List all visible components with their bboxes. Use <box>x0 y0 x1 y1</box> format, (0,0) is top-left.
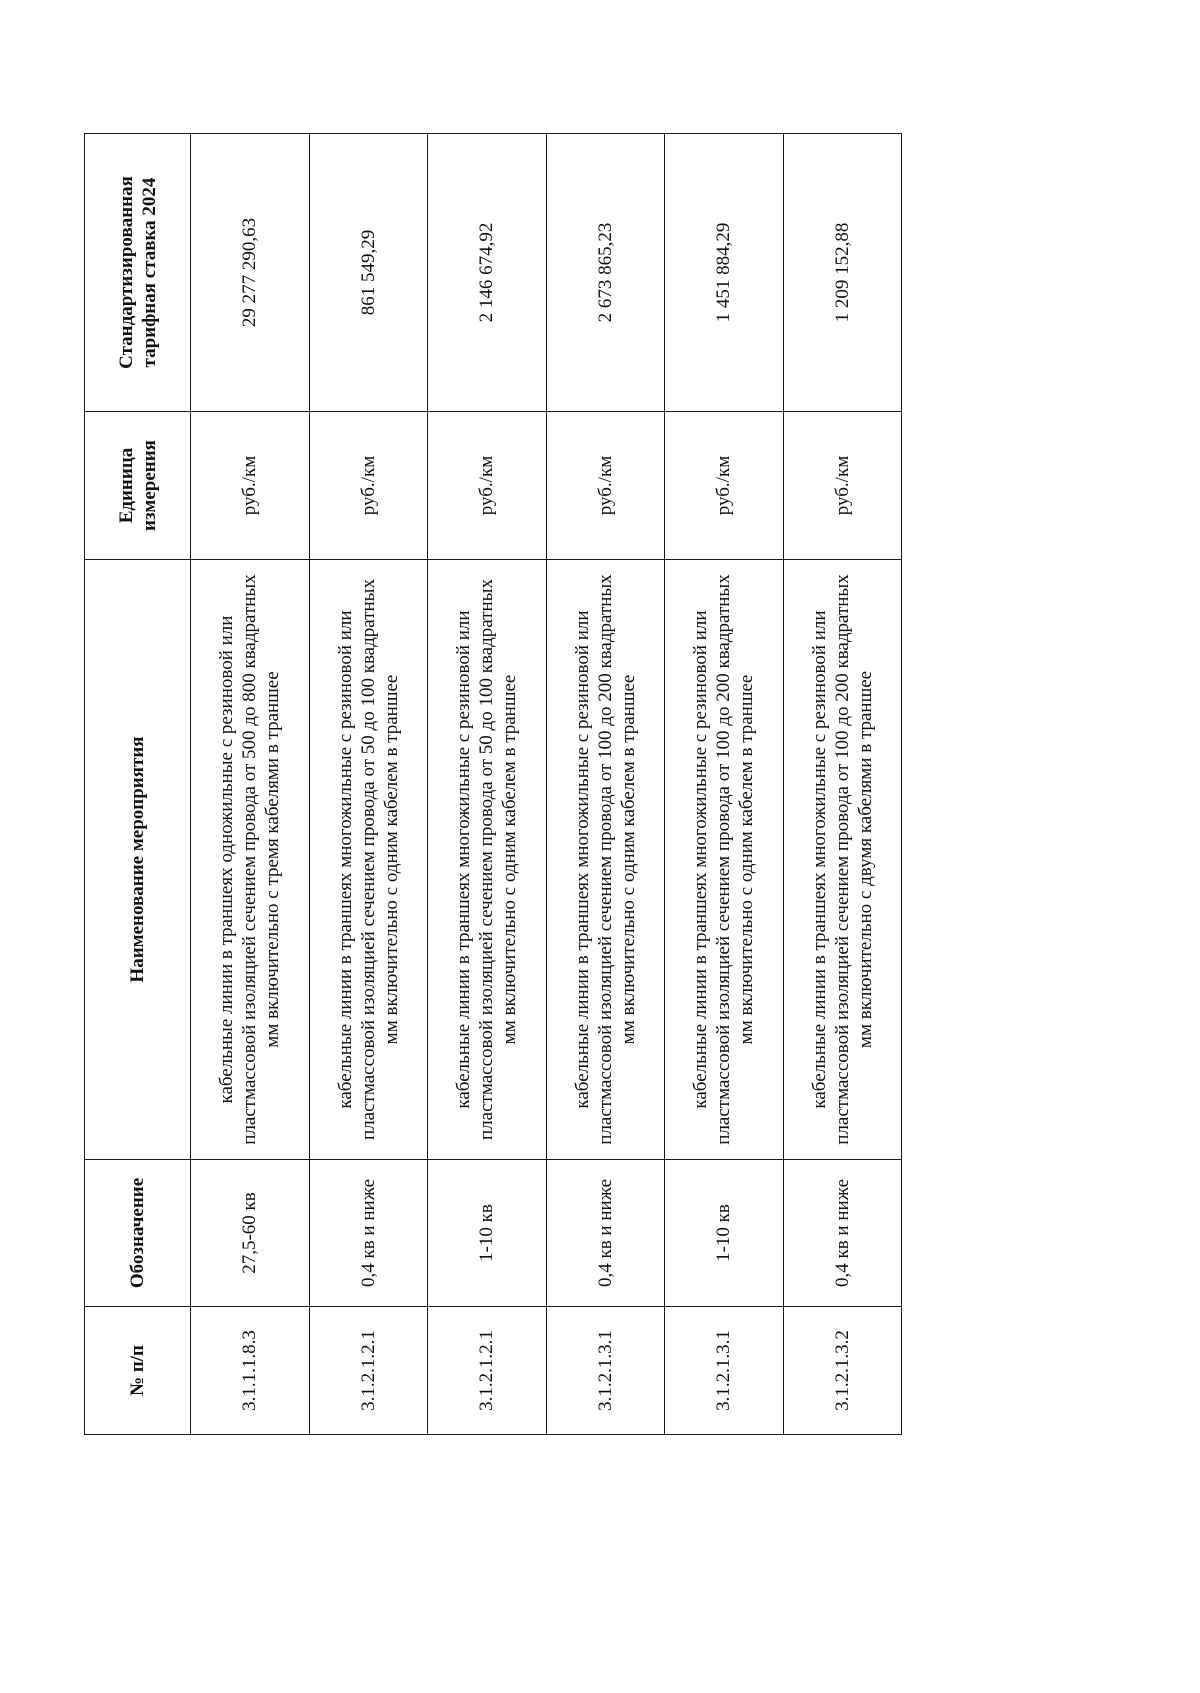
cell-rate: 2 673 865,23 <box>546 134 665 412</box>
cell-name: кабельные линии в траншеях многожильные с резиновой или пластмассовой изоляцией сечением провода от 50 до 100 квадратных мм включительно с одним кабелем в траншее <box>428 560 547 1160</box>
cell-name: кабельные линии в траншеях многожильные с резиновой или пластмассовой изоляцией сечением провода от 50 до 100 квадратных мм включительно с одним кабелем в траншее <box>309 560 428 1160</box>
tariff-rates-table <box>84 133 902 1435</box>
rotated-table-frame <box>84 134 902 1435</box>
cell-designation: 27,5-60 кв <box>191 1160 310 1307</box>
header-num: № п/п <box>85 1307 191 1435</box>
cell-num: 3.1.1.1.8.3 <box>191 1307 310 1435</box>
cell-rate: 1 209 152,88 <box>783 134 902 412</box>
cell-unit: руб./км <box>546 412 665 560</box>
cell-name: кабельные линии в траншеях многожильные с резиновой или пластмассовой изоляцией сечением провода от 100 до 200 квадратных мм включительно с одним кабелем в траншее <box>665 560 784 1160</box>
header-designation: Обозначение <box>85 1160 191 1307</box>
cell-designation: 0,4 кв и ниже <box>309 1160 428 1307</box>
table-row <box>428 134 547 1435</box>
cell-rate: 2 146 674,92 <box>428 134 547 412</box>
table-row <box>546 134 665 1435</box>
cell-num: 3.1.2.1.2.1 <box>309 1307 428 1435</box>
cell-rate: 1 451 884,29 <box>665 134 784 412</box>
cell-unit: руб./км <box>665 412 784 560</box>
table-row <box>309 134 428 1435</box>
header-name: Наименование мероприятия <box>85 560 191 1160</box>
table-row <box>191 134 310 1435</box>
header-rate: Стандартизированная тарифная ставка 2024 <box>85 134 191 412</box>
cell-rate: 861 549,29 <box>309 134 428 412</box>
table-row <box>665 134 784 1435</box>
cell-name: кабельные линии в траншеях многожильные с резиновой или пластмассовой изоляцией сечением провода от 100 до 200 квадратных мм включительно с одним кабелем в траншее <box>546 560 665 1160</box>
rotated-table <box>84 134 902 1435</box>
cell-designation: 0,4 кв и ниже <box>546 1160 665 1307</box>
cell-unit: руб./км <box>428 412 547 560</box>
cell-unit: руб./км <box>783 412 902 560</box>
cell-num: 3.1.2.1.3.2 <box>783 1307 902 1435</box>
cell-designation: 1-10 кв <box>428 1160 547 1307</box>
cell-name: кабельные линии в траншеях многожильные с резиновой или пластмассовой изоляцией сечением провода от 100 до 200 квадратных мм включительно с двумя кабелями в траншее <box>783 560 902 1160</box>
cell-name: кабельные линии в траншеях одножильные с резиновой или пластмассовой изоляцией сечением провода от 500 до 800 квадратных мм включительно с тремя кабелями в траншее <box>191 560 310 1160</box>
table-header-row <box>85 134 191 1435</box>
cell-num: 3.1.2.1.3.1 <box>546 1307 665 1435</box>
header-unit: Единица измерения <box>85 412 191 560</box>
cell-designation: 0,4 кв и ниже <box>783 1160 902 1307</box>
cell-rate: 29 277 290,63 <box>191 134 310 412</box>
cell-num: 3.1.2.1.2.1 <box>428 1307 547 1435</box>
cell-unit: руб./км <box>191 412 310 560</box>
table-row <box>783 134 902 1435</box>
cell-unit: руб./км <box>309 412 428 560</box>
cell-designation: 1-10 кв <box>665 1160 784 1307</box>
cell-num: 3.1.2.1.3.1 <box>665 1307 784 1435</box>
